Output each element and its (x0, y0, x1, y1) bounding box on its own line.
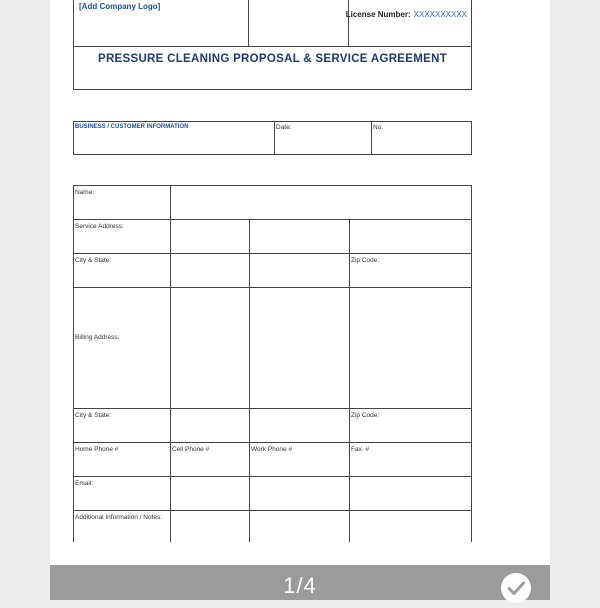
zip-code-field-2[interactable] (349, 408, 472, 443)
cell-phone-label: Cell Phone # (172, 446, 210, 453)
logo-cell (73, 0, 249, 47)
business-info-label: BUSINESS / CUSTOMER INFORMATION (75, 124, 189, 130)
license-cell (345, 0, 472, 47)
name-field[interactable] (170, 185, 472, 220)
billing-address-label: Billing Address: (75, 334, 120, 341)
email-field-2[interactable] (249, 476, 350, 511)
billing-address-field-1[interactable] (170, 287, 250, 409)
service-address-field-1[interactable] (170, 219, 250, 254)
city-state-label-cell-1 (73, 253, 171, 288)
page-bottom-margin (50, 542, 550, 565)
title-cell (73, 46, 472, 90)
service-address-label-cell (73, 219, 171, 254)
home-phone-label: Home Phone # (75, 446, 119, 453)
no-label: No. (373, 124, 384, 131)
date-label: Date: (276, 124, 292, 131)
license-label: License Number: (345, 10, 411, 19)
cell-phone-field[interactable] (170, 442, 250, 477)
checkmark-icon (501, 573, 531, 603)
zip-code-field-1[interactable] (349, 253, 472, 288)
header-middle-cell (248, 0, 349, 47)
service-address-field-2[interactable] (249, 219, 350, 254)
no-cell[interactable] (371, 121, 472, 155)
city-state-label-cell-2 (73, 408, 171, 443)
page-indicator: 1/4 (283, 573, 317, 598)
check-circle-icon[interactable] (501, 573, 531, 603)
name-label: Name: (75, 189, 95, 196)
city-state-field-2[interactable] (249, 253, 350, 288)
work-phone-label: Work Phone # (251, 446, 293, 453)
email-field-3[interactable] (349, 476, 472, 511)
viewer-bottom-bar (50, 565, 550, 600)
work-phone-field[interactable] (249, 442, 350, 477)
license-number-value: XXXXXXXXXX (413, 10, 467, 19)
city-state-label: City & State: (75, 257, 112, 264)
billing-address-field-3[interactable] (349, 287, 472, 409)
service-address-label: Service Address: (75, 223, 124, 230)
email-field-1[interactable] (170, 476, 250, 511)
zip-code-label: Zip Code: (351, 257, 380, 264)
email-label: Email: (75, 480, 94, 487)
document-page (50, 0, 550, 565)
billing-city-state-field-1[interactable] (170, 408, 250, 443)
fax-label: Fax. # (351, 446, 370, 453)
home-phone-field[interactable] (73, 442, 171, 477)
billing-address-field-2[interactable] (249, 287, 350, 409)
name-label-cell (73, 185, 171, 220)
billing-city-state-field-2[interactable] (249, 408, 350, 443)
billing-zip-code-label: Zip Code: (351, 412, 380, 419)
fax-field[interactable] (349, 442, 472, 477)
business-info-cell (73, 121, 275, 155)
email-label-cell (73, 476, 171, 511)
service-address-field-3[interactable] (349, 219, 472, 254)
license-number (346, 10, 467, 19)
billing-address-label-cell (73, 287, 171, 409)
additional-info-label: Additional Information / Notes: (75, 514, 163, 521)
company-logo-placeholder: [Add Company Logo] (79, 2, 161, 11)
date-cell[interactable] (274, 121, 372, 155)
city-state-field-1[interactable] (170, 253, 250, 288)
document-title: PRESSURE CLEANING PROPOSAL & SERVICE AGREEMENT (97, 53, 448, 65)
billing-city-state-label: City & State: (75, 412, 112, 419)
